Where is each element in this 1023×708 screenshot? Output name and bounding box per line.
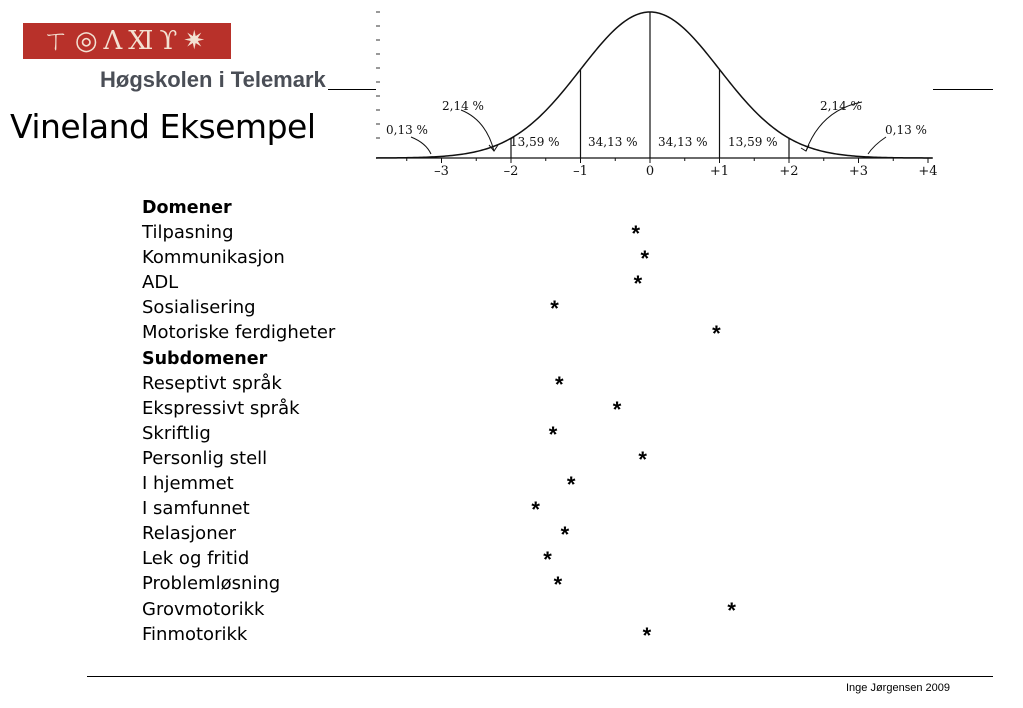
institution-name: Høgskolen i Telemark xyxy=(100,67,326,92)
score-marker: * xyxy=(560,522,570,548)
score-marker: * xyxy=(727,597,736,623)
score-row xyxy=(142,397,742,422)
row-label: Problemløsning xyxy=(142,573,281,595)
score-marker: * xyxy=(543,547,552,573)
score-row xyxy=(142,623,742,648)
arrow-left-0-13 xyxy=(411,137,431,154)
row-label: Finmotorikk xyxy=(142,623,248,645)
percent-label: 34,13 % xyxy=(588,135,638,149)
row-label: Grovmotorikk xyxy=(142,598,265,620)
score-marker: * xyxy=(550,296,559,322)
section-heading: Domener xyxy=(142,198,232,218)
row-label: Tilpasning xyxy=(142,222,234,244)
percent-label: 0,13 % xyxy=(885,123,927,137)
score-marker: * xyxy=(553,572,563,598)
score-row xyxy=(142,422,742,447)
row-label: Personlig stell xyxy=(142,447,268,469)
percent-label: 0,13 % xyxy=(386,123,428,137)
score-row xyxy=(142,598,742,623)
score-list xyxy=(142,196,742,648)
score-row xyxy=(142,522,742,547)
row-label: I samfunnet xyxy=(142,498,250,520)
score-row xyxy=(142,447,742,472)
percent-label: 13,59 % xyxy=(728,135,778,149)
row-label: ADL xyxy=(142,272,179,294)
row-label: Ekspressivt språk xyxy=(142,397,300,419)
row-label: Sosialisering xyxy=(142,297,256,319)
axis-label: 0 xyxy=(645,164,655,179)
section-header xyxy=(142,196,742,221)
score-marker: * xyxy=(566,472,576,498)
score-marker: * xyxy=(555,371,564,397)
percent-label: 2,14 % xyxy=(820,99,862,113)
score-marker: * xyxy=(631,221,641,247)
axis-labels xyxy=(434,164,937,179)
footer-divider xyxy=(87,676,993,677)
score-marker: * xyxy=(548,421,558,447)
bell-curve xyxy=(376,12,932,158)
score-marker: * xyxy=(638,446,647,472)
score-marker: * xyxy=(642,622,652,648)
section-heading: Subdomener xyxy=(142,348,268,369)
score-row xyxy=(142,572,742,597)
y-axis-dashes xyxy=(376,12,380,138)
normal-distribution-figure xyxy=(376,0,938,215)
axis-label: –1 xyxy=(573,164,588,179)
score-marker: * xyxy=(633,271,643,297)
score-row xyxy=(142,472,742,497)
logo-glyphs: ㄒ◎ΛⅪϒ✷ xyxy=(42,26,212,56)
section-header xyxy=(142,347,742,372)
row-label: Kommunikasjon xyxy=(142,247,285,269)
score-marker: * xyxy=(531,497,540,523)
percent-label: 13,59 % xyxy=(510,135,560,149)
score-marker: * xyxy=(712,321,721,347)
row-label: Reseptivt språk xyxy=(142,372,282,394)
axis-label: –2 xyxy=(503,164,519,179)
axis-label: +3 xyxy=(848,164,869,179)
arrow-left-2-14 xyxy=(461,110,494,151)
score-marker: * xyxy=(612,396,622,422)
score-row xyxy=(142,246,742,271)
row-label: Relasjoner xyxy=(142,523,237,545)
score-row xyxy=(142,321,742,346)
x-axis-ticks xyxy=(407,158,928,163)
axis-label: +1 xyxy=(709,164,730,179)
footer-author: Inge Jørgensen 2009 xyxy=(846,682,950,694)
percent-label: 34,13 % xyxy=(658,135,708,149)
row-label: Motoriske ferdigheter xyxy=(142,322,336,344)
score-row xyxy=(142,547,742,572)
page-title: Vineland Eksempel xyxy=(10,107,316,146)
score-row xyxy=(142,296,742,321)
header-divider-left xyxy=(328,89,376,90)
axis-label: +2 xyxy=(779,164,799,179)
arrow-right-0-13 xyxy=(868,137,886,154)
score-row xyxy=(142,221,742,246)
score-marker: * xyxy=(640,246,650,272)
axis-label: +4 xyxy=(918,164,938,179)
row-label: I hjemmet xyxy=(142,473,234,495)
score-row xyxy=(142,271,742,296)
score-row xyxy=(142,372,742,397)
axis-label: –3 xyxy=(434,164,449,179)
score-row xyxy=(142,497,742,522)
row-label: Lek og fritid xyxy=(142,548,250,570)
percent-label: 2,14 % xyxy=(442,99,484,113)
header-divider-right xyxy=(933,89,993,90)
logo xyxy=(23,23,231,59)
row-label: Skriftlig xyxy=(142,422,211,444)
